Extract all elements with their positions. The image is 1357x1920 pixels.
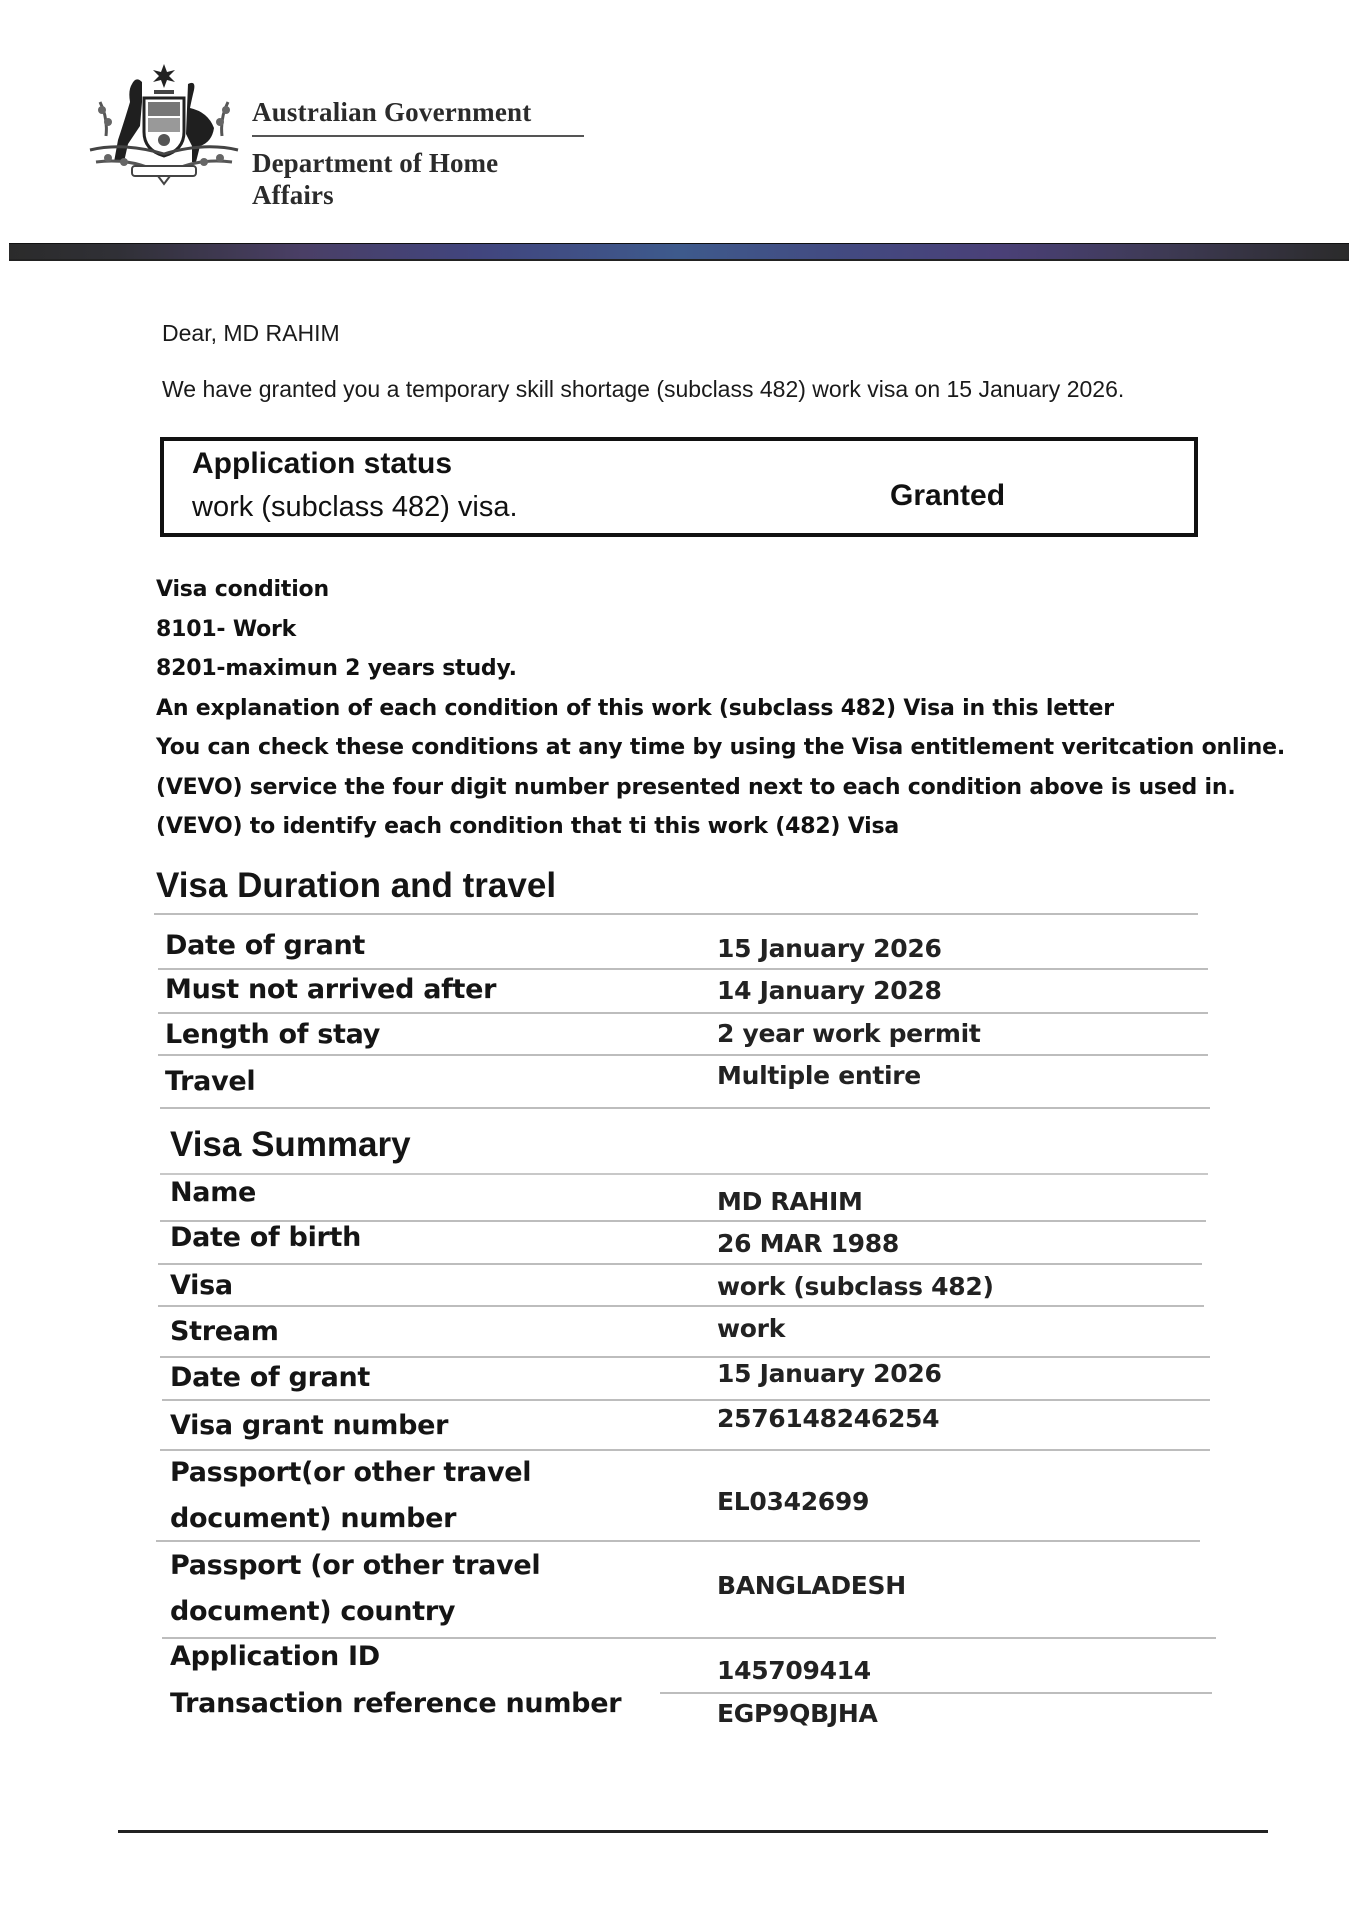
divider <box>158 1054 1208 1056</box>
summary-label-visa-grant-number: Visa grant number <box>170 1410 449 1441</box>
label-line: Passport (or other travel <box>170 1550 541 1581</box>
label-line: Passport(or other travel <box>170 1457 532 1488</box>
duration-value-must-not-arrive-after: 14 January 2028 <box>717 976 942 1005</box>
government-name: Australian Government <box>252 97 532 127</box>
agency-divider <box>252 135 584 137</box>
duration-section-title: Visa Duration and travel <box>156 866 557 905</box>
duration-value-date-of-grant: 15 January 2026 <box>717 934 942 963</box>
duration-label-must-not-arrive-after: Must not arrived after <box>165 974 497 1005</box>
department-name: Department of Home Affairs <box>252 148 499 210</box>
duration-label-date-of-grant: Date of grant <box>165 930 366 961</box>
divider <box>154 913 1198 915</box>
status-box-title: Application status <box>192 447 453 480</box>
summary-value-passport-country: BANGLADESH <box>717 1571 906 1600</box>
summary-label-transaction-reference: Transaction reference number <box>170 1688 622 1719</box>
grant-intro: We have granted you a temporary skill shortage (subclass 482) work visa on 15 January 2026. <box>162 376 1125 402</box>
summary-value-application-id: 145709414 <box>717 1656 871 1685</box>
label-line: document) country <box>170 1596 456 1627</box>
divider <box>158 1305 1204 1307</box>
agency-name-block <box>252 96 584 211</box>
divider <box>158 968 1208 970</box>
visa-conditions <box>156 575 1285 852</box>
status-badge: Granted <box>890 479 1006 512</box>
header-banner <box>9 243 1349 261</box>
divider <box>156 1540 1200 1542</box>
label-line: document) number <box>170 1503 457 1534</box>
divider <box>660 1692 1212 1694</box>
summary-value-date-of-grant: 15 January 2026 <box>717 1359 942 1388</box>
duration-value-travel: Multiple entire <box>717 1061 921 1090</box>
summary-value-stream: work <box>717 1314 786 1343</box>
divider <box>160 1173 1208 1175</box>
summary-label-date-of-grant: Date of grant <box>170 1362 371 1393</box>
status-box-visa-type: work (subclass 482) visa. <box>192 491 518 523</box>
summary-label-date-of-birth: Date of birth <box>170 1222 362 1253</box>
summary-label-passport-country <box>170 1543 540 1635</box>
conditions-note: You can check these conditions at any time by using the Visa entitlement veritcation online. <box>156 735 1285 760</box>
coat-of-arms-icon <box>84 62 244 186</box>
duration-label-travel: Travel <box>165 1066 256 1097</box>
summary-value-visa-grant-number: 2576148246254 <box>717 1404 940 1433</box>
conditions-heading: Visa condition <box>156 577 329 602</box>
summary-label-stream: Stream <box>170 1316 279 1347</box>
summary-value-visa: work (subclass 482) <box>717 1272 994 1301</box>
conditions-note: (VEVO) service the four digit number presented next to each condition above is used in. <box>156 774 1236 800</box>
summary-label-name: Name <box>170 1177 257 1208</box>
summary-value-name: MD RAHIM <box>717 1187 863 1216</box>
footer-divider <box>118 1830 1268 1833</box>
conditions-note: An explanation of each condition of this work (subclass 482) Visa in this letter <box>156 695 1114 721</box>
condition-8101: 8101- Work <box>156 616 297 642</box>
conditions-note: (VEVO) to identify each condition that ti this work (482) Visa <box>156 814 900 839</box>
application-status-box <box>160 437 1198 537</box>
divider <box>160 1107 1210 1109</box>
duration-value-length-of-stay: 2 year work permit <box>717 1019 981 1048</box>
salutation: Dear, MD RAHIM <box>162 320 340 346</box>
divider <box>160 1356 1210 1358</box>
summary-label-application-id: Application ID <box>170 1641 380 1672</box>
summary-value-transaction-reference: EGP9QBJHA <box>717 1699 878 1728</box>
summary-section-title: Visa Summary <box>170 1125 411 1164</box>
summary-value-date-of-birth: 26 MAR 1988 <box>717 1229 899 1258</box>
summary-label-visa: Visa <box>170 1270 233 1301</box>
summary-value-passport-number: EL0342699 <box>717 1487 870 1516</box>
condition-8201: 8201-maximun 2 years study. <box>156 656 517 681</box>
divider <box>162 1399 1210 1401</box>
duration-label-length-of-stay: Length of stay <box>165 1019 381 1050</box>
summary-label-passport-number <box>170 1450 531 1542</box>
divider <box>158 1263 1202 1265</box>
divider <box>158 1012 1208 1014</box>
divider <box>162 1637 1216 1639</box>
